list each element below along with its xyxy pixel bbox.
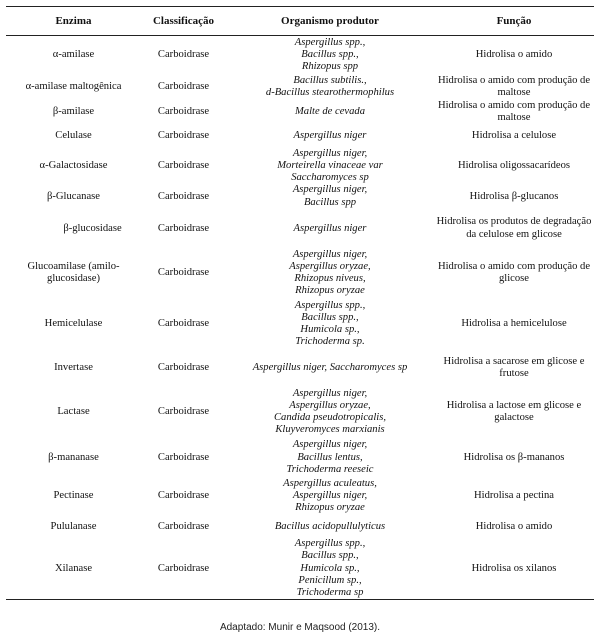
table-header — [6, 7, 594, 36]
cell-enzima: Glucoamilase (amilo-glucosidase) — [27, 260, 120, 285]
cell-enzima: α-amilase — [52, 49, 95, 61]
cell-organismo — [226, 36, 434, 75]
cell-enzima: Hemicelulase — [44, 318, 103, 329]
organismo-line: Bacillus spp., — [301, 550, 359, 562]
cell-funcao: Hidrolisa a hemicelulose — [461, 318, 567, 329]
cell-organismo — [226, 75, 434, 100]
table-row — [6, 477, 594, 515]
cell-organismo — [226, 248, 434, 298]
cell-enzima: Pectinase — [53, 490, 94, 501]
organismo-line: Humicola sp., — [300, 562, 360, 574]
cell-enzima: Xilanase — [54, 562, 93, 574]
organismo-line: Rhizopus oryzae — [295, 502, 365, 514]
organismo-line: Bacillus spp — [303, 196, 357, 208]
cell-enzima: Invertase — [54, 362, 93, 373]
cell-classificacao: Carboidrase — [157, 49, 210, 61]
cell-funcao: Hidrolisa os xilanos — [471, 562, 557, 574]
cell-enzima: Celulase — [55, 129, 92, 141]
header-organismo: Organismo produtor — [281, 14, 379, 27]
cell-funcao: Hidrolisa β-glucanos — [469, 190, 559, 202]
cell-organismo — [226, 477, 434, 515]
organismo-line: Aspergillus niger, — [292, 248, 368, 260]
table-row — [6, 209, 594, 248]
cell-funcao: Hidrolisa oligossacarídeos — [457, 159, 571, 171]
organismo-line: Aspergillus niger — [293, 129, 367, 141]
cell-organismo — [226, 125, 434, 148]
cell-enzima: β-glucosidase — [63, 222, 122, 234]
cell-funcao: Hidrolisa o amido — [475, 520, 553, 532]
cell-classificacao: Carboidrase — [157, 490, 210, 501]
cell-classificacao: Carboidrase — [157, 80, 210, 92]
cell-organismo — [226, 298, 434, 350]
cell-enzima: β-mananase — [48, 451, 99, 463]
cell-enzima: α-Galactosidase — [39, 159, 108, 171]
organismo-line: Aspergillus spp., — [294, 36, 366, 48]
cell-funcao: Hidrolisa o amido com produção de maltose — [437, 99, 591, 123]
organismo-line: Bacillus subtilis., — [293, 74, 367, 86]
organismo-line: Malte de cevada — [294, 105, 365, 117]
organismo-line: Aspergillus niger, — [292, 490, 368, 501]
cell-classificacao: Carboidrase — [157, 159, 210, 171]
table-row — [6, 36, 594, 75]
table-row — [6, 350, 594, 386]
organismo-line: Aspergillus spp., — [294, 538, 366, 550]
cell-classificacao: Carboidrase — [157, 406, 210, 417]
table-row — [6, 148, 594, 185]
organismo-line: Aspergillus niger, — [292, 387, 368, 399]
header-enzima: Enzima — [55, 14, 92, 27]
organismo-line: Trichoderma sp. — [295, 336, 365, 348]
cell-enzima: β-amilase — [52, 105, 95, 117]
cell-funcao: Hidrolisa o amido com produção de glicose — [437, 260, 591, 285]
cell-organismo — [226, 148, 434, 185]
organismo-line: Aspergillus oryzae, — [289, 399, 371, 411]
organismo-line: Bacillus acidopullulyticus — [274, 520, 386, 532]
organismo-line: Humicola sp., — [300, 324, 360, 336]
cell-funcao: Hidrolisa a lactose em glicose e galactose — [446, 399, 582, 424]
cell-classificacao: Carboidrase — [157, 318, 210, 329]
cell-funcao: Hidrolisa a sacarose em glicose e frutose — [443, 355, 585, 380]
cell-classificacao: Carboidrase — [157, 451, 210, 463]
table-row — [6, 438, 594, 477]
enzyme-table-container — [6, 6, 594, 600]
cell-enzima: Lactase — [57, 406, 90, 417]
organismo-line: Rhizopus oryzae — [295, 285, 365, 297]
organismo-line: Saccharomyces sp — [291, 171, 369, 183]
cell-organismo — [226, 100, 434, 125]
table-row — [6, 248, 594, 298]
organismo-line: Bacillus spp., — [301, 311, 359, 323]
cell-classificacao: Carboidrase — [157, 129, 210, 141]
table-row — [6, 184, 594, 209]
cell-classificacao: Carboidrase — [157, 362, 210, 373]
table-row — [6, 75, 594, 100]
cell-enzima: β-Glucanase — [46, 190, 101, 202]
cell-funcao: Hidrolisa os produtos de degradação da celulose em glicose — [436, 216, 592, 240]
organismo-line: Aspergillus niger, Saccharomyces sp — [252, 362, 408, 373]
cell-classificacao: Carboidrase — [157, 222, 210, 234]
organismo-line: Candida pseudotropicalis, — [273, 412, 387, 424]
cell-funcao: Hidrolisa o amido — [475, 49, 553, 61]
organismo-line: Rhizopus niveus, — [294, 273, 366, 285]
cell-organismo — [226, 386, 434, 438]
cell-organismo — [226, 350, 434, 386]
cell-organismo — [226, 515, 434, 538]
organismo-line: Aspergillus spp., — [294, 299, 366, 311]
organismo-line: d-Bacillus stearothermophilus — [265, 87, 395, 98]
cell-funcao: Hidrolisa os β-mananos — [463, 451, 565, 463]
organismo-line: Aspergillus niger — [293, 222, 367, 234]
cell-organismo — [226, 438, 434, 477]
organismo-line: Aspergillus niger, — [292, 184, 368, 196]
table-row — [6, 515, 594, 538]
table-row — [6, 125, 594, 148]
organismo-line: Penicillum sp., — [298, 574, 362, 586]
cell-funcao: Hidrolisa a pectina — [473, 490, 554, 501]
organismo-line: Aspergillus niger, — [292, 147, 368, 159]
cell-funcao: Hidrolisa a celulose — [471, 129, 557, 141]
organismo-line: Aspergillus aculeatus, — [283, 477, 377, 489]
cell-classificacao: Carboidrase — [157, 267, 210, 278]
cell-enzima: Pululanase — [50, 520, 97, 532]
header-row — [6, 7, 594, 36]
table-row — [6, 538, 594, 600]
organismo-line: Trichoderma sp — [296, 586, 364, 598]
table-caption: Adaptado: Munir e Maqsood (2013). — [219, 622, 381, 633]
cell-organismo — [226, 209, 434, 248]
table-row — [6, 386, 594, 438]
table-body — [6, 36, 594, 600]
cell-organismo — [226, 184, 434, 209]
table-row — [6, 100, 594, 125]
organismo-line: Rhizopus spp — [301, 61, 359, 73]
cell-classificacao: Carboidrase — [157, 105, 210, 117]
header-funcao: Função — [496, 14, 532, 27]
organismo-line: Trichoderma reeseic — [286, 463, 374, 475]
cell-organismo — [226, 538, 434, 600]
organismo-line: Bacillus spp., — [301, 49, 359, 61]
organismo-line: Morteirella vinaceae var — [277, 159, 383, 171]
cell-enzima: α-amilase maltogênica — [25, 80, 122, 92]
organismo-line: Aspergillus niger, — [292, 439, 368, 451]
organismo-line: Aspergillus oryzae, — [289, 260, 371, 272]
cell-classificacao: Carboidrase — [157, 562, 210, 574]
table-row — [6, 298, 594, 350]
cell-classificacao: Carboidrase — [157, 190, 210, 202]
enzyme-table — [6, 6, 594, 600]
cell-classificacao: Carboidrase — [157, 520, 210, 532]
organismo-line: Bacillus lentus, — [297, 451, 363, 463]
header-classificacao: Classificação — [152, 14, 215, 27]
organismo-line: Kluyveromyces marxianis — [275, 424, 385, 436]
cell-funcao: Hidrolisa o amido com produção de maltose — [437, 74, 591, 98]
